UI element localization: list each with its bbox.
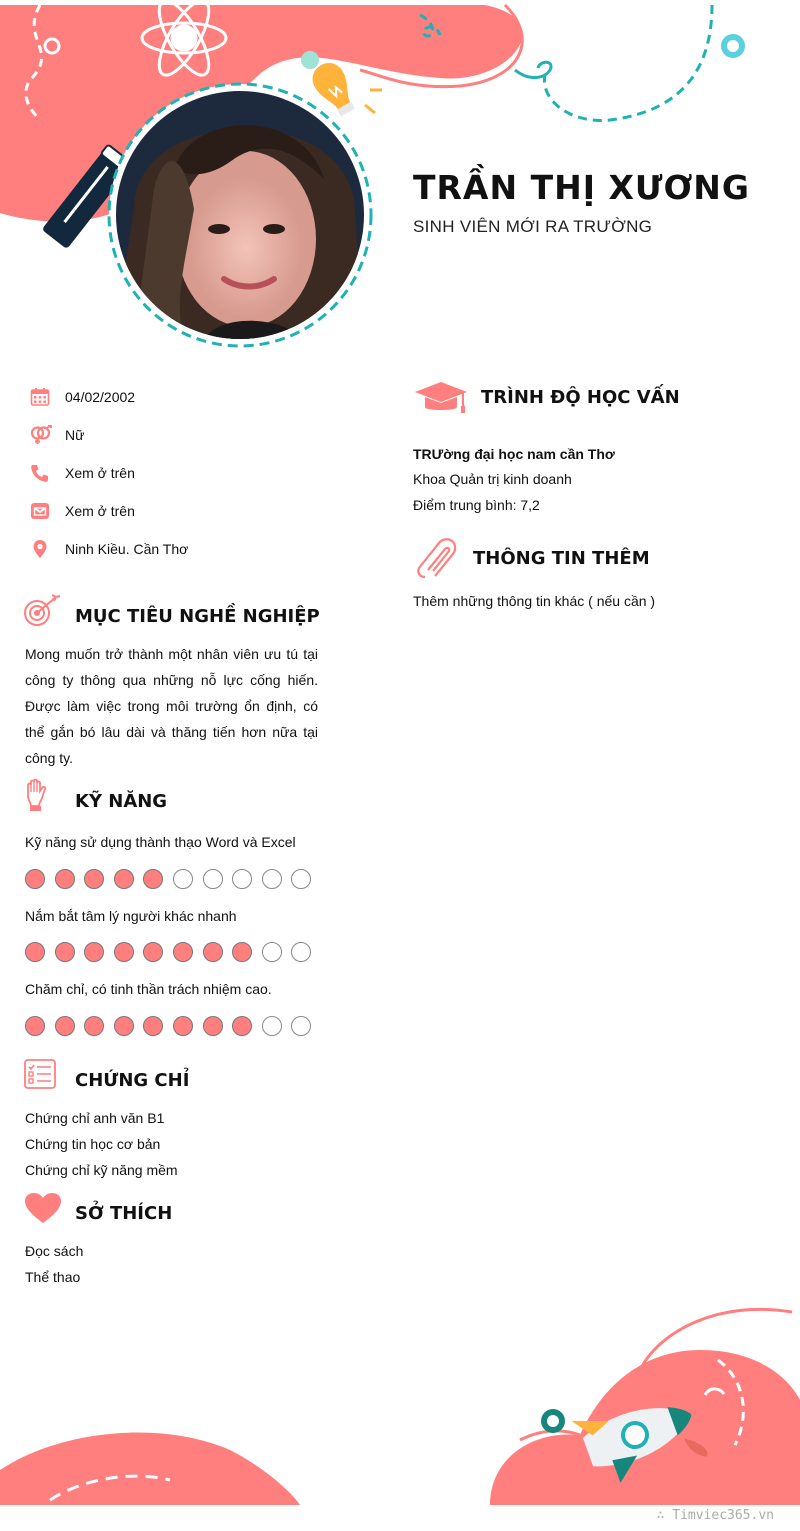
contact-gender [30, 423, 84, 447]
rating-dot-filled [143, 942, 163, 962]
rating-dot-filled [84, 1016, 104, 1036]
rating-dot-filled [114, 1016, 134, 1036]
rating-dot-empty [173, 869, 193, 889]
rating-dot-filled [25, 869, 45, 889]
additional-text: Thêm những thông tin khác ( nếu cần ) [413, 593, 656, 609]
objective-heading: MỤC TIÊU NGHỀ NGHIỆP [75, 606, 320, 627]
certificates-heading: CHỨNG CHỈ [75, 1070, 190, 1091]
rating-dot-filled [55, 1016, 75, 1036]
rating-dot-filled [173, 942, 193, 962]
contact-value: Xem ở trên [65, 465, 135, 481]
rating-dot-filled [84, 869, 104, 889]
contact-value: Nữ [65, 427, 85, 443]
contact-phone [30, 461, 135, 485]
heart-icon [24, 1192, 62, 1224]
hobbies-heading: SỞ THÍCH [75, 1203, 173, 1224]
contact-birthdate [30, 385, 135, 409]
rating-dot-empty [203, 869, 223, 889]
rating-dot-filled [203, 942, 223, 962]
rating-dot-empty [291, 942, 311, 962]
candidate-title: SINH VIÊN MỚI RA TRƯỜNG [413, 217, 653, 236]
rating-dot-filled [84, 942, 104, 962]
objective-text: Mong muốn trở thành một nhân viên ưu tú tại công ty thông qua những nỗ lực cống hiến. Được làm việc trong môi trường ổn định, có thể gắn bó lâu dài và thăng tiến hơn nữa tại công ty. [25, 646, 318, 766]
contact-email [30, 499, 135, 523]
additional-heading: THÔNG TIN THÊM [473, 548, 650, 569]
gpa: Điểm trung bình: 7,2 [413, 497, 540, 513]
certificate-item: Chứng chỉ kỹ năng mềm [25, 1162, 178, 1178]
phone-icon [30, 463, 50, 483]
skill-rating [25, 869, 321, 889]
location-pin-icon [30, 539, 50, 559]
rating-dot-empty [262, 869, 282, 889]
email-icon [30, 501, 50, 521]
rating-dot-filled [232, 942, 252, 962]
rating-dot-filled [232, 1016, 252, 1036]
profile-photo [114, 89, 366, 341]
watermark: ∴ Timviec365.vn [656, 1508, 774, 1523]
contact-value: Xem ở trên [65, 503, 135, 519]
certificate-item: Chứng chỉ anh văn B1 [25, 1110, 165, 1126]
rating-dot-filled [25, 942, 45, 962]
candidate-name: TRẦN THỊ XƯƠNG [413, 168, 751, 207]
calendar-icon [30, 387, 50, 407]
hand-icon [23, 778, 49, 812]
paperclip-icon [415, 537, 461, 581]
footer-decoration [0, 1290, 800, 1531]
skills-heading: KỸ NĂNG [75, 791, 168, 812]
gender-icon [30, 425, 52, 445]
faculty: Khoa Quản trị kinh doanh [413, 471, 572, 487]
checklist-icon [24, 1059, 56, 1089]
rating-dot-filled [143, 869, 163, 889]
graduation-cap-icon [413, 380, 469, 416]
target-icon [22, 594, 62, 630]
rating-dot-empty [262, 1016, 282, 1036]
rating-dot-empty [291, 869, 311, 889]
contact-value: Ninh Kiều. Cần Thơ [65, 541, 189, 557]
certificate-item: Chứng tin học cơ bản [25, 1136, 161, 1152]
contact-value: 04/02/2002 [65, 389, 136, 405]
skill-rating [25, 942, 321, 962]
hobby-item: Thể thao [25, 1269, 81, 1285]
rating-dot-filled [114, 869, 134, 889]
skill-label: Nắm bắt tâm lý người khác nhanh [25, 908, 237, 924]
hobby-item: Đọc sách [25, 1243, 84, 1259]
rating-dot-empty [262, 942, 282, 962]
contact-address [30, 537, 188, 561]
rating-dot-filled [143, 1016, 163, 1036]
rating-dot-filled [114, 942, 134, 962]
skill-label: Kỹ năng sử dụng thành thạo Word và Excel [25, 834, 296, 850]
rating-dot-filled [55, 869, 75, 889]
rating-dot-filled [173, 1016, 193, 1036]
skill-label: Chăm chỉ, có tinh thần trách nhiệm cao. [25, 981, 272, 997]
skill-rating [25, 1016, 321, 1036]
rating-dot-filled [55, 942, 75, 962]
rating-dot-filled [203, 1016, 223, 1036]
rating-dot-empty [232, 869, 252, 889]
rating-dot-empty [291, 1016, 311, 1036]
education-heading: TRÌNH ĐỘ HỌC VẤN [481, 387, 680, 408]
rating-dot-filled [25, 1016, 45, 1036]
school-name: TRƯờng đại học nam cần Thơ [413, 446, 615, 462]
